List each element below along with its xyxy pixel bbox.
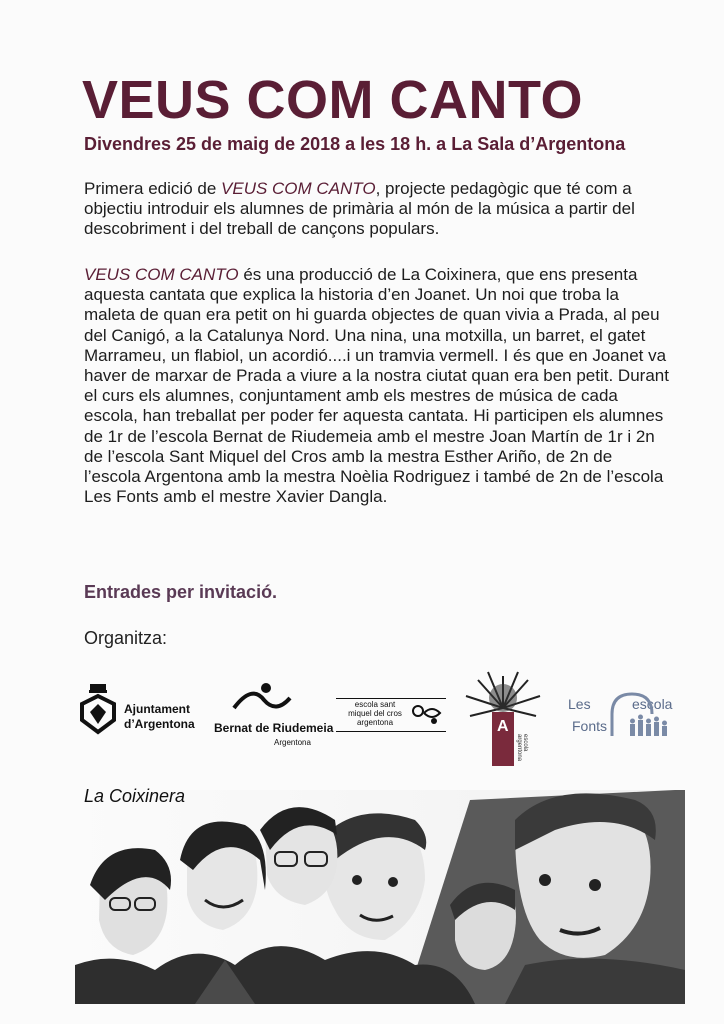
description-paragraph (84, 265, 672, 507)
organizer-label: Organitza: (84, 628, 168, 648)
bernat-name: Bernat de Riudemeia (214, 721, 334, 735)
description-body: és una producció de La Coixinera, que ens presenta aquesta cantata que explica la historia d’en Joanet. Un noi que troba la maleta de quan era petit on hi guarda objectes de quan vivia a Prada, al peu del Canigó, a la Catalunya Nord. Una nina, una motxilla, un barret, el gatet Marrameu, un flabiol, un acordió....i un tramvia vermell. I és que en Joanet va haver de marxar de Prada a viure a la nostra ciutat quan era ben petit. Durant el curs els alumnes, conjuntament amb els mestres de música de cada escola, han treballat per poder fer aquesta cantata. Hi participen els alumnes de 1r de l’escola Bernat de Riudemeia amb el mestre Joan Martín de 1r i 2n de l’escola Sant Miquel del Cros amb la mestra Esther Ariño, de 2n de l’escola Argentona amb la mestra Noèlia Rodriguez i també de 2n de l’escola Les Fonts amb el mestre Xavier Dangla. (84, 265, 669, 507)
santmiquel-name (340, 700, 410, 727)
organizer-logos (78, 668, 698, 768)
fountain-arch-icon (606, 690, 676, 740)
ajuntament-logo (78, 684, 208, 744)
ajuntament-line1: Ajuntament (124, 702, 190, 716)
band-photo (75, 790, 685, 1004)
les-fonts-logo (566, 688, 681, 748)
fonts-fonts-text: Fonts (572, 718, 608, 734)
intro-title-ref: VEUS COM CANTO (221, 179, 376, 198)
santmiquel-figure-icon (410, 701, 444, 727)
bernat-logo (212, 678, 332, 748)
bernat-swoosh-icon (232, 678, 292, 718)
santmiquel-line2: miquel del cros (348, 709, 402, 718)
ajuntament-name (124, 702, 195, 732)
intro-paragraph (84, 179, 672, 240)
escola-argentona-side-text: escola argentona (516, 734, 528, 762)
santmiquel-logo (336, 698, 448, 734)
description-title-ref: VEUS COM CANTO (84, 265, 239, 284)
escola-argentona-logo (458, 668, 548, 768)
fonts-les-text: Les (568, 696, 591, 712)
tickets-note: Entrades per invitació. (84, 582, 278, 602)
intro-lead: Primera edició de (84, 179, 222, 198)
ajuntament-line2: d’Argentona (124, 717, 195, 731)
band-name: La Coixinera (84, 786, 186, 806)
event-date-place: Divendres 25 de maig de 2018 a les 18 h. a La Sala d’Argentona (84, 134, 626, 154)
ajuntament-emblem-icon (78, 684, 118, 736)
event-title: VEUS COM CANTO (82, 70, 584, 130)
bernat-sub: Argentona (274, 738, 311, 747)
intro-body: , projecte pedagògic que té com a objectiu introduir els alumnes de primària al món de la música a partir del descobriment i del treball de cançons populars. (84, 179, 635, 239)
santmiquel-line1: escola sant (354, 700, 396, 709)
band-photo-image (75, 790, 685, 1004)
escola-argentona-letter: A (497, 718, 509, 735)
santmiquel-line3: argentona (356, 718, 394, 727)
fonts-escola-text: escola (632, 696, 673, 712)
